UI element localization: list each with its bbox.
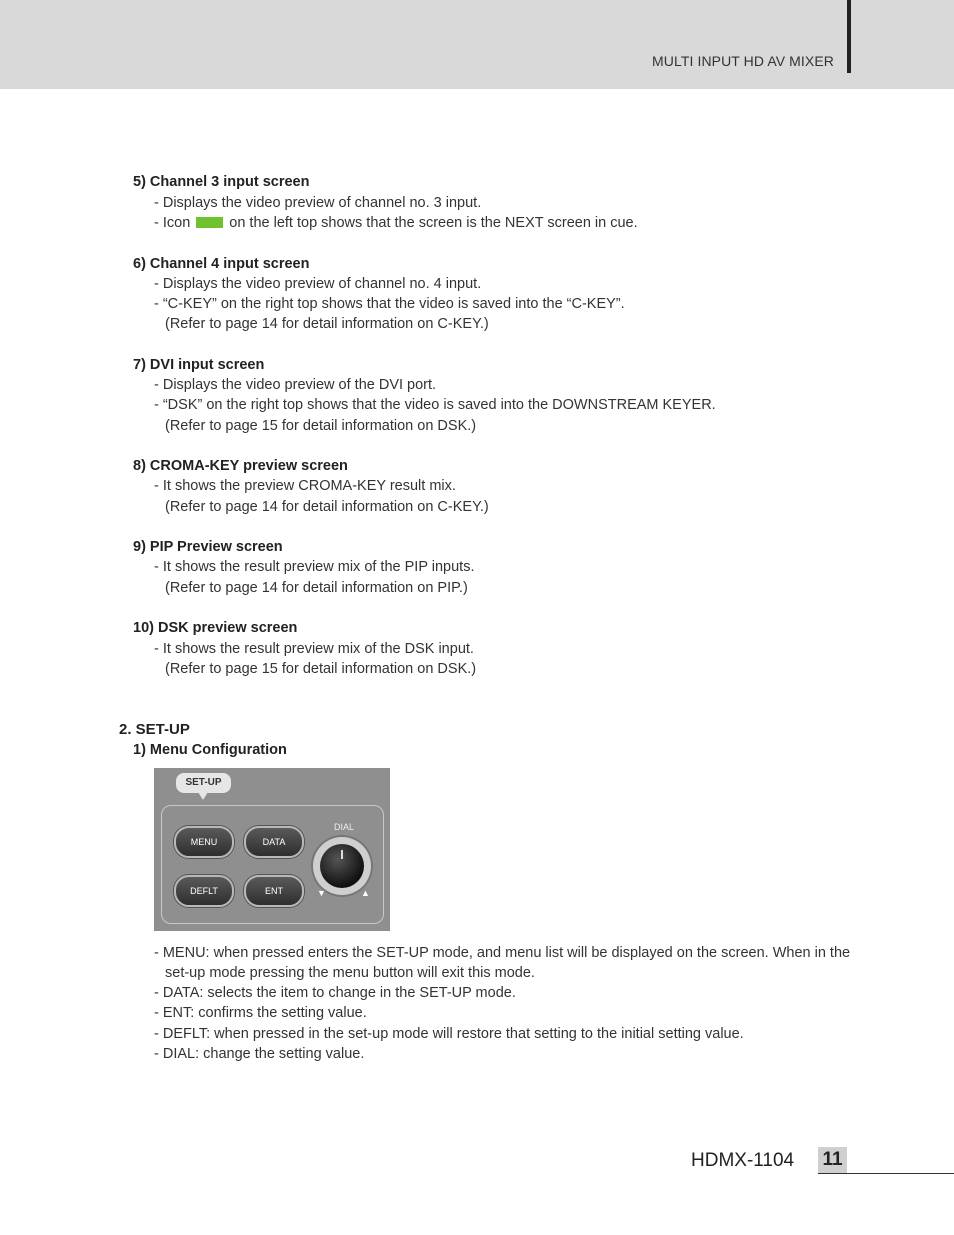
section-title-croma-key: 8) CROMA-KEY preview screen <box>133 458 348 474</box>
dial-label: DIAL <box>334 822 355 832</box>
setup-panel-image <box>154 768 390 931</box>
setup-tag-pointer <box>198 792 208 800</box>
dial-decrease-icon: ▼ <box>317 888 326 898</box>
section-title-dvi: 7) DVI input screen <box>133 357 265 373</box>
header-band <box>0 0 954 89</box>
dial-indicator-mark <box>341 850 343 859</box>
section-line-icon <box>154 215 638 231</box>
menu-configuration-heading: 1) Menu Configuration <box>133 742 287 758</box>
section-line: - It shows the result preview mix of the PIP inputs. <box>154 559 475 575</box>
description-line: - ENT: confirms the setting value. <box>154 1005 367 1021</box>
data-button: DATA <box>244 826 304 858</box>
section-line: (Refer to page 15 for detail information on DSK.) <box>165 418 477 434</box>
description-line: - DATA: selects the item to change in the SET-UP mode. <box>154 985 516 1001</box>
dial-increase-icon: ▲ <box>361 888 370 898</box>
section-line: (Refer to page 14 for detail information on C-KEY.) <box>165 499 489 515</box>
menu-button: MENU <box>174 826 234 858</box>
header-title: MULTI INPUT HD AV MIXER <box>652 53 834 69</box>
footer-rule <box>818 1173 954 1174</box>
icon-line-post: on the left top shows that the screen is the NEXT screen in cue. <box>229 215 638 231</box>
next-cue-icon <box>196 217 223 228</box>
description-line: set-up mode pressing the menu button will exit this mode. <box>165 965 535 981</box>
section-line: - Displays the video preview of channel no. 4 input. <box>154 276 482 292</box>
section-line: - It shows the result preview mix of the DSK input. <box>154 641 474 657</box>
section-line: - “C-KEY” on the right top shows that the video is saved into the “C-KEY”. <box>154 296 625 312</box>
section-line: - Displays the video preview of the DVI port. <box>154 377 437 393</box>
section-line: - “DSK” on the right top shows that the video is saved into the DOWNSTREAM KEYER. <box>154 397 716 413</box>
section-title-pip: 9) PIP Preview screen <box>133 539 283 555</box>
ent-button: ENT <box>244 875 304 907</box>
dial-knob <box>313 837 371 895</box>
section-line: (Refer to page 14 for detail information on PIP.) <box>165 580 468 596</box>
setup-tag-label: SET-UP <box>176 773 231 793</box>
setup-heading: 2. SET-UP <box>119 721 190 738</box>
header-accent-bar <box>847 0 851 73</box>
section-title-channel3: 5) Channel 3 input screen <box>133 174 310 190</box>
footer-model-name: HDMX-1104 <box>691 1150 795 1171</box>
page-number: 11 <box>818 1147 847 1173</box>
section-line: - It shows the preview CROMA-KEY result mix. <box>154 478 456 494</box>
dial-knob-cap <box>320 844 364 888</box>
description-line: - MENU: when pressed enters the SET-UP mode, and menu list will be displayed on the screen. When in the <box>154 945 851 961</box>
description-line: - DEFLT: when pressed in the set-up mode will restore that setting to the initial setting value. <box>154 1026 744 1042</box>
deflt-button: DEFLT <box>174 875 234 907</box>
section-title-dsk: 10) DSK preview screen <box>133 620 298 636</box>
section-title-channel4: 6) Channel 4 input screen <box>133 256 310 272</box>
section-line: - Displays the video preview of channel no. 3 input. <box>154 195 482 211</box>
description-line: - DIAL: change the setting value. <box>154 1046 365 1062</box>
section-line: (Refer to page 14 for detail information on C-KEY.) <box>165 316 489 332</box>
section-line: (Refer to page 15 for detail information on DSK.) <box>165 661 477 677</box>
icon-line-pre: - Icon <box>154 215 191 231</box>
